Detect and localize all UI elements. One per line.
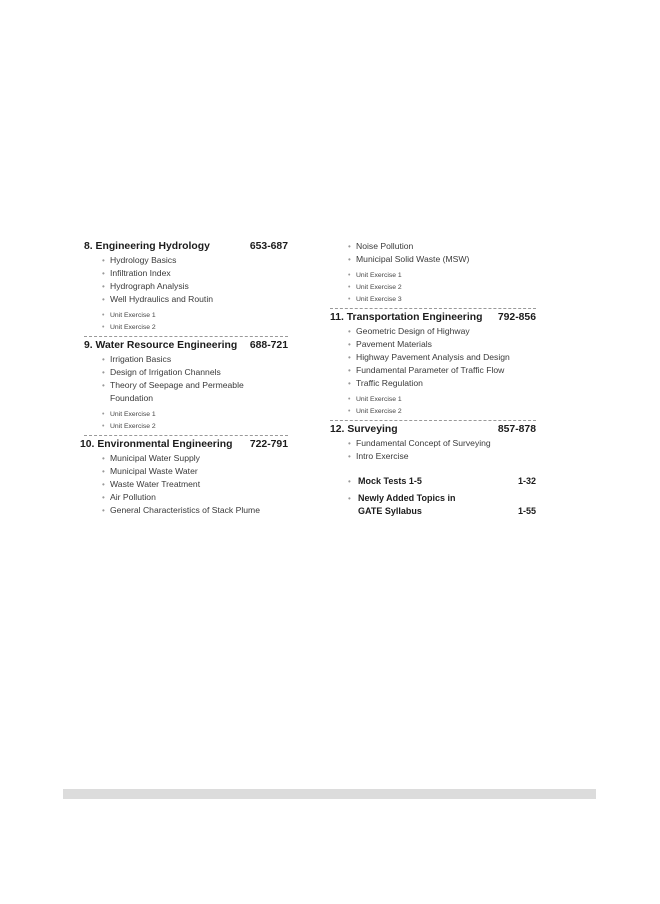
topic-item[interactable]: • Irrigation Basics [102, 353, 288, 366]
topic-item-continuation[interactable]: Foundation [110, 393, 154, 403]
exercise-item[interactable]: • Unit Exercise 2 [348, 406, 536, 418]
topic-item[interactable]: • Pavement Materials [348, 338, 536, 351]
topic-item[interactable]: • Municipal Water Supply [102, 452, 288, 465]
topic-item[interactable]: • Traffic Regulation [348, 377, 536, 390]
topic-list [330, 240, 536, 266]
chapter-pages: 722-791 [249, 439, 288, 450]
topic-item[interactable]: • General Characteristics of Stack Plume [102, 504, 288, 517]
chapter-title: 10. Environmental Engineering [80, 439, 233, 450]
topic-item[interactable]: • Highway Pavement Analysis and Design [348, 351, 536, 364]
exercise-item[interactable]: • Unit Exercise 3 [348, 294, 536, 306]
chapter-pages: 857-878 [497, 424, 536, 435]
new-topics-entry[interactable] [348, 492, 536, 518]
chapter-title: 9. Water Resource Engineering [84, 340, 238, 351]
exercise-item[interactable]: • Unit Exercise 2 [102, 322, 288, 334]
exercise-list [84, 409, 288, 433]
exercise-item[interactable]: • Unit Exercise 2 [102, 421, 288, 433]
section-divider [84, 435, 288, 436]
exercise-item[interactable]: • Unit Exercise 1 [348, 270, 536, 282]
footer-band [63, 789, 596, 799]
topic-item[interactable]: • Waste Water Treatment [102, 478, 288, 491]
mock-tests-pages: 1-32 [517, 476, 536, 486]
chapter-title: 11. Transportation Engineering [330, 312, 483, 323]
topic-item[interactable]: • Design of Irrigation Channels [102, 366, 288, 379]
exercise-item[interactable]: • Unit Exercise 1 [102, 310, 288, 322]
topic-item[interactable]: • Fundamental Parameter of Traffic Flow [348, 364, 536, 377]
topic-list [330, 437, 536, 463]
mock-tests-label: • Mock Tests 1-5 [358, 476, 422, 486]
exercise-item[interactable]: • Unit Exercise 1 [348, 394, 536, 406]
section-divider [330, 308, 536, 309]
chapter-10 [80, 438, 288, 517]
chapter-heading[interactable] [84, 339, 288, 352]
topic-item[interactable]: • Air Pollution [102, 491, 288, 504]
chapter-12 [330, 423, 536, 463]
section-divider [330, 420, 536, 421]
chapter-heading[interactable] [80, 438, 288, 451]
section-divider [84, 336, 288, 337]
topic-item[interactable]: • Geometric Design of Highway [348, 325, 536, 338]
chapter-pages: 688-721 [249, 340, 288, 351]
special-sections [330, 475, 536, 518]
chapter-heading[interactable] [330, 423, 536, 436]
chapter-heading[interactable] [330, 311, 536, 324]
topic-item[interactable]: • Fundamental Concept of Surveying [348, 437, 536, 450]
new-topics-label-line1: • Newly Added Topics in [358, 493, 456, 503]
topic-item[interactable]: • Noise Pollution [348, 240, 536, 253]
topic-item[interactable]: • Intro Exercise [348, 450, 536, 463]
chapter-11 [330, 311, 536, 418]
topic-list [330, 325, 536, 390]
topic-list [80, 452, 288, 517]
chapter-10-continued [330, 240, 536, 306]
topic-item[interactable]: • Hydrograph Analysis [102, 280, 288, 293]
chapter-pages: 792-856 [497, 312, 536, 323]
exercise-list [330, 394, 536, 418]
topic-item[interactable]: • Well Hydraulics and Routin [102, 293, 288, 306]
chapter-heading[interactable] [84, 240, 288, 253]
toc-right-column [330, 240, 536, 518]
topic-list [84, 353, 288, 405]
exercise-list [84, 310, 288, 334]
topic-item[interactable]: • Municipal Waste Water [102, 465, 288, 478]
chapter-title: 12. Surveying [330, 424, 398, 435]
chapter-8 [84, 240, 288, 334]
topic-item[interactable]: • Hydrology Basics [102, 254, 288, 267]
mock-tests-entry[interactable] [348, 475, 536, 488]
topic-item[interactable]: • Municipal Solid Waste (MSW) [348, 253, 536, 266]
exercise-item[interactable]: • Unit Exercise 1 [102, 409, 288, 421]
chapter-title: 8. Engineering Hydrology [84, 241, 210, 252]
topic-list [84, 254, 288, 306]
chapter-9 [84, 339, 288, 433]
new-topics-label-line2: GATE Syllabus [358, 506, 422, 516]
new-topics-pages: 1-55 [517, 506, 536, 516]
toc-left-column [80, 240, 288, 517]
topic-item[interactable]: • Theory of Seepage and Permeable [102, 379, 288, 392]
topic-item[interactable]: • Infiltration Index [102, 267, 288, 280]
exercise-list [330, 270, 536, 306]
exercise-item[interactable]: • Unit Exercise 2 [348, 282, 536, 294]
new-topics-row2 [358, 505, 536, 518]
chapter-pages: 653-687 [249, 241, 288, 252]
